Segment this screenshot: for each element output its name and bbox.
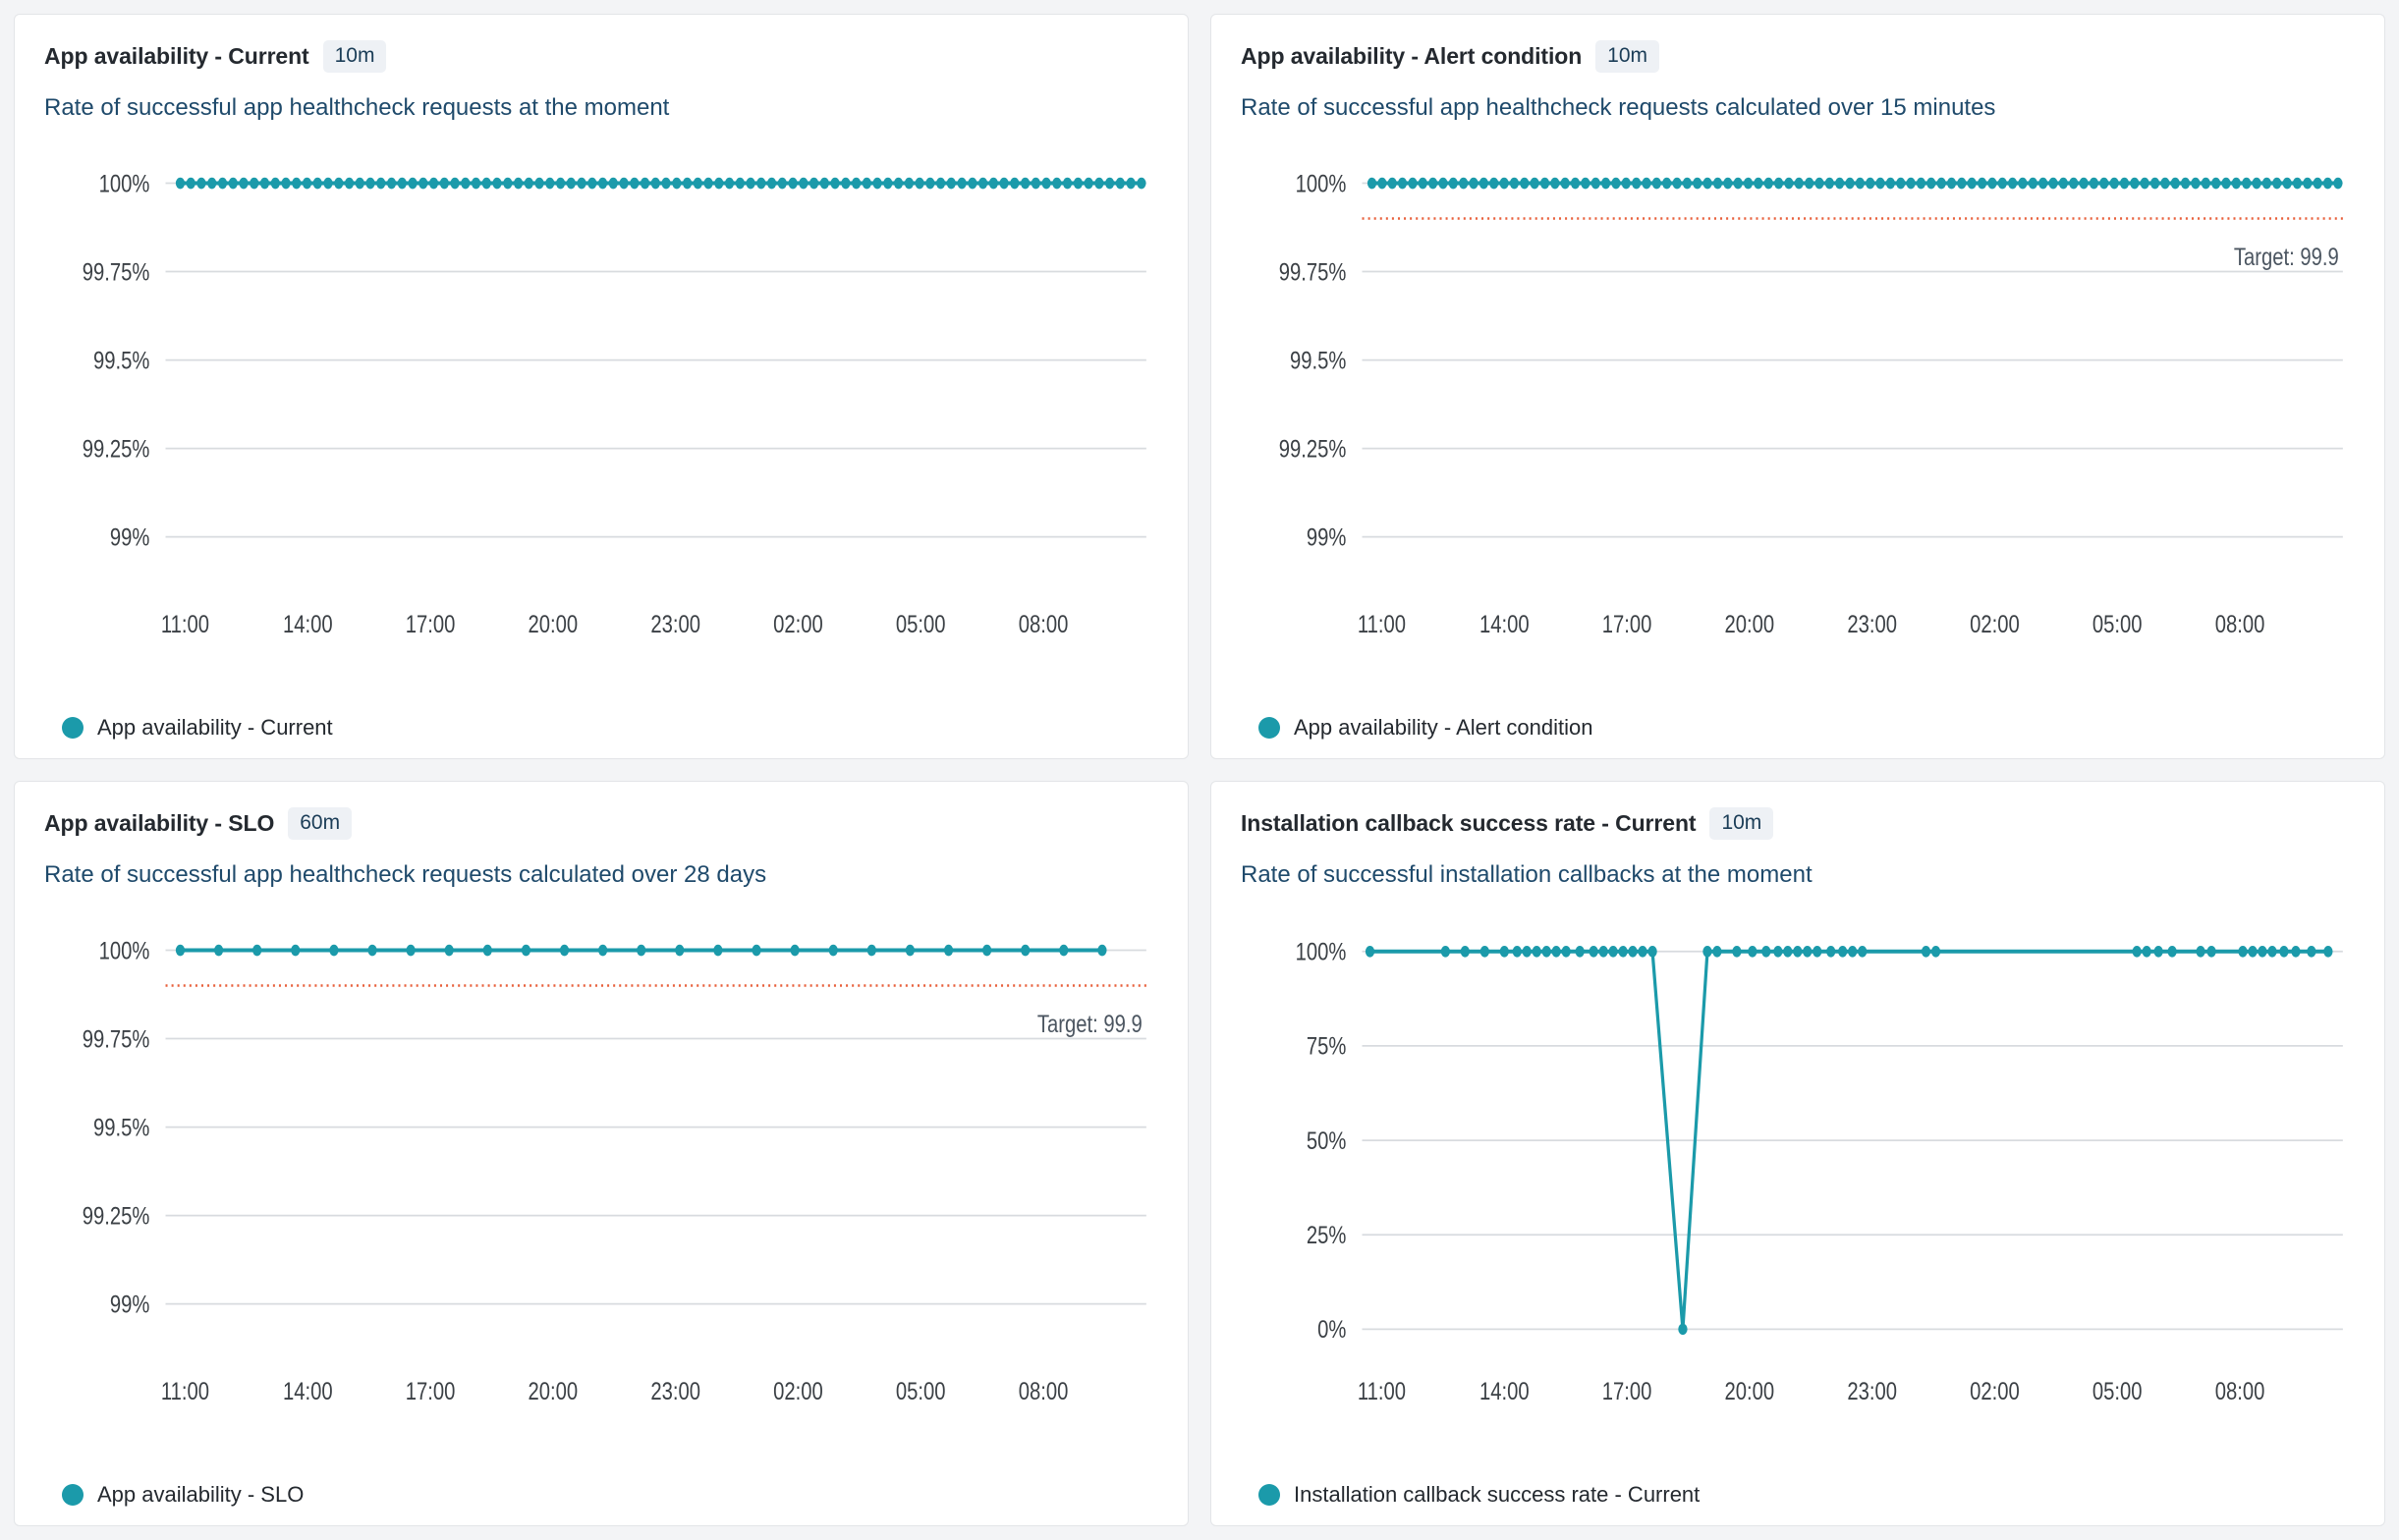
panel-header — [1241, 40, 2355, 73]
svg-text:08:00: 08:00 — [2214, 1377, 2265, 1405]
svg-text:99.75%: 99.75% — [1278, 257, 1347, 287]
panel-header — [44, 40, 1158, 73]
legend-label: Installation callback success rate - Current — [1294, 1482, 1701, 1507]
panel-subtitle: Rate of successful app healthcheck requests calculated over 28 days — [44, 861, 767, 889]
svg-text:14:00: 14:00 — [1478, 610, 1530, 638]
chart-legend[interactable] — [1241, 1482, 2355, 1508]
panel-app-availability-current — [14, 14, 1189, 759]
svg-text:Target: 99.9: Target: 99.9 — [1036, 1010, 1143, 1038]
chart-legend[interactable] — [1241, 715, 2355, 741]
panel-header — [44, 807, 1158, 840]
svg-text:99.5%: 99.5% — [92, 346, 150, 375]
panel-title: App availability - Alert condition — [1241, 43, 1583, 70]
svg-text:17:00: 17:00 — [405, 1377, 456, 1405]
svg-text:99.5%: 99.5% — [92, 1113, 150, 1142]
panel-interval-badge: 60m — [288, 807, 352, 840]
svg-text:05:00: 05:00 — [2092, 1377, 2143, 1405]
legend-color-swatch — [62, 717, 84, 739]
svg-text:0%: 0% — [1317, 1315, 1347, 1344]
legend-color-swatch — [1258, 1484, 1280, 1506]
svg-text:17:00: 17:00 — [1601, 610, 1652, 638]
svg-text:99.25%: 99.25% — [82, 434, 150, 464]
svg-text:99%: 99% — [109, 1290, 150, 1319]
panel-app-availability-slo — [14, 781, 1189, 1526]
svg-text:50%: 50% — [1306, 1126, 1347, 1155]
svg-text:11:00: 11:00 — [160, 1377, 210, 1405]
svg-text:99.75%: 99.75% — [82, 1024, 150, 1054]
panel-title: App availability - Current — [44, 43, 309, 70]
chart-area — [44, 910, 1158, 1476]
svg-text:02:00: 02:00 — [1970, 1377, 2020, 1405]
svg-text:05:00: 05:00 — [895, 1377, 946, 1405]
panel-title: App availability - SLO — [44, 810, 275, 837]
svg-text:08:00: 08:00 — [1018, 1377, 1069, 1405]
svg-text:25%: 25% — [1306, 1221, 1347, 1249]
line-chart — [44, 910, 1158, 1476]
svg-text:20:00: 20:00 — [1724, 610, 1775, 638]
svg-text:23:00: 23:00 — [650, 1377, 700, 1405]
svg-text:05:00: 05:00 — [2092, 610, 2143, 638]
svg-text:20:00: 20:00 — [528, 1377, 579, 1405]
panel-installation-callback-success-rate-current — [1210, 781, 2385, 1526]
svg-text:02:00: 02:00 — [773, 610, 823, 638]
legend-color-swatch — [1258, 717, 1280, 739]
panel-interval-badge: 10m — [1709, 807, 1773, 840]
chart-area — [44, 143, 1158, 709]
legend-color-swatch — [62, 1484, 84, 1506]
panel-app-availability-alert-condition — [1210, 14, 2385, 759]
legend-label: App availability - SLO — [97, 1482, 305, 1507]
svg-text:99%: 99% — [109, 522, 150, 552]
line-chart — [1241, 910, 2355, 1476]
svg-text:99.25%: 99.25% — [82, 1201, 150, 1231]
svg-text:14:00: 14:00 — [282, 1377, 333, 1405]
panel-interval-badge: 10m — [323, 40, 387, 73]
svg-text:99.25%: 99.25% — [1278, 434, 1347, 464]
svg-text:14:00: 14:00 — [1478, 1377, 1530, 1405]
svg-text:17:00: 17:00 — [405, 610, 456, 638]
svg-text:08:00: 08:00 — [1018, 610, 1069, 638]
svg-text:99%: 99% — [1306, 522, 1347, 552]
svg-text:23:00: 23:00 — [650, 610, 700, 638]
svg-text:05:00: 05:00 — [895, 610, 946, 638]
line-chart — [1241, 143, 2355, 709]
panel-subtitle: Rate of successful app healthcheck requests at the moment — [44, 94, 670, 122]
svg-text:17:00: 17:00 — [1601, 1377, 1652, 1405]
svg-text:08:00: 08:00 — [2214, 610, 2265, 638]
chart-area — [1241, 910, 2355, 1476]
svg-text:23:00: 23:00 — [1847, 610, 1897, 638]
svg-text:99.5%: 99.5% — [1289, 346, 1347, 375]
svg-text:14:00: 14:00 — [282, 610, 333, 638]
chart-legend[interactable] — [44, 715, 1158, 741]
svg-text:11:00: 11:00 — [1357, 1377, 1407, 1405]
chart-area — [1241, 143, 2355, 709]
svg-text:100%: 100% — [98, 169, 150, 197]
panel-subtitle: Rate of successful app healthcheck requests calculated over 15 minutes — [1241, 94, 1996, 122]
svg-text:100%: 100% — [98, 936, 150, 964]
panel-subtitle: Rate of successful installation callbacks at the moment — [1241, 861, 1813, 889]
svg-text:20:00: 20:00 — [1724, 1377, 1775, 1405]
panel-interval-badge: 10m — [1595, 40, 1659, 73]
svg-text:11:00: 11:00 — [1357, 610, 1407, 638]
svg-text:02:00: 02:00 — [1970, 610, 2020, 638]
svg-text:02:00: 02:00 — [773, 1377, 823, 1405]
svg-text:100%: 100% — [1295, 169, 1347, 197]
svg-text:99.75%: 99.75% — [82, 257, 150, 287]
legend-label: App availability - Current — [97, 715, 333, 740]
svg-text:Target: 99.9: Target: 99.9 — [2233, 243, 2339, 271]
panel-header — [1241, 807, 2355, 840]
svg-text:23:00: 23:00 — [1847, 1377, 1897, 1405]
svg-text:100%: 100% — [1295, 937, 1347, 966]
panel-title: Installation callback success rate - Current — [1241, 810, 1697, 837]
legend-label: App availability - Alert condition — [1294, 715, 1593, 740]
line-chart — [44, 143, 1158, 709]
svg-text:20:00: 20:00 — [528, 610, 579, 638]
svg-text:11:00: 11:00 — [160, 610, 210, 638]
svg-text:75%: 75% — [1306, 1031, 1347, 1061]
chart-legend[interactable] — [44, 1482, 1158, 1508]
